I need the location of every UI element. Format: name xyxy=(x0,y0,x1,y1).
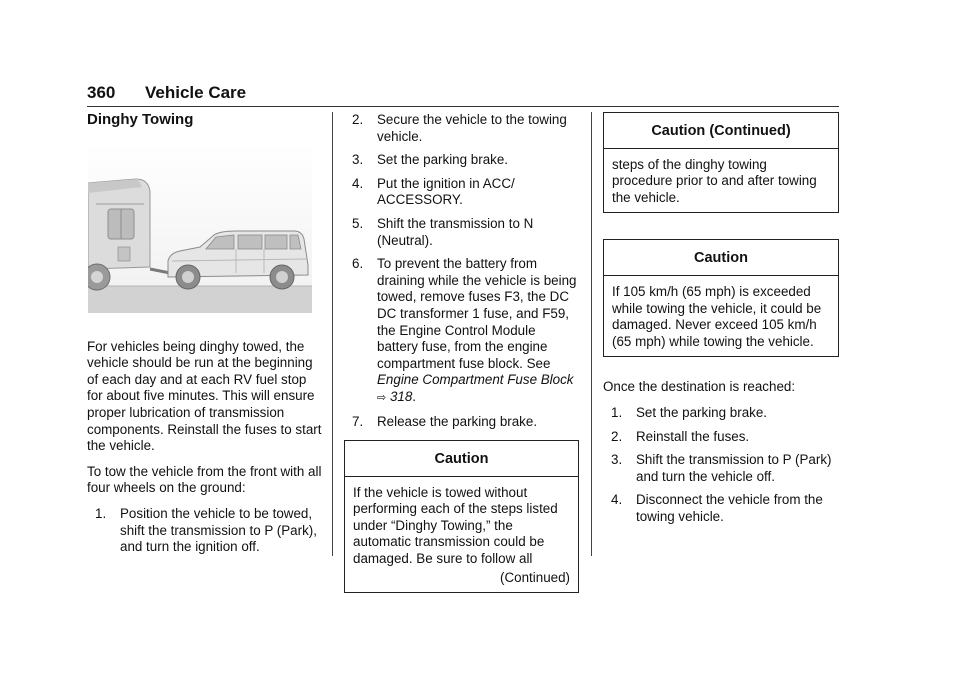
step-text: Secure the vehicle to the towing vehicle. xyxy=(377,112,567,144)
step-text: Disconnect the vehicle from the towing vehicle. xyxy=(636,492,823,524)
caution-continued-box xyxy=(603,112,839,213)
step-number: 6. xyxy=(352,256,364,272)
column-left xyxy=(87,112,322,563)
step-text: Set the parking brake. xyxy=(377,152,509,168)
steps-list-arrival xyxy=(603,405,840,526)
caution-box xyxy=(344,440,579,593)
step-text: Shift the transmission to N (Neutral). xyxy=(377,215,534,248)
list-item xyxy=(603,452,840,485)
caution-title: Caution xyxy=(345,441,578,477)
list-item xyxy=(344,414,580,431)
list-item xyxy=(603,405,840,422)
list-item xyxy=(603,429,840,446)
step-number: 7. xyxy=(352,413,364,429)
section-title: Vehicle Care xyxy=(145,83,247,102)
column-middle xyxy=(344,112,580,605)
paragraph-run-engine: For vehicles being dinghy towed, the vehicle should be run at the beginning of each day and at each RV fuel stop for about five minutes. This will ensure proper lubrication of transmission components. Reinstall the fuses to start the vehicle. xyxy=(87,338,322,454)
step-text: Reinstall the fuses. xyxy=(636,428,750,444)
caution-continued-title: Caution (Continued) xyxy=(604,113,838,149)
page-header xyxy=(87,83,839,107)
step-number: 3. xyxy=(352,152,364,168)
step-text: Shift the transmission to P (Park) and turn the vehicle off. xyxy=(636,452,832,484)
dinghy-towing-illustration xyxy=(88,143,312,313)
paragraph-tow-front: To tow the vehicle from the front with all four wheels on the ground: xyxy=(87,463,322,496)
list-item xyxy=(344,152,580,169)
column-divider xyxy=(591,112,592,556)
steps-list-start xyxy=(87,506,322,556)
paragraph-destination: Once the destination is reached: xyxy=(603,379,796,395)
page-ref-number[interactable]: 318 xyxy=(389,388,413,404)
column-right xyxy=(603,112,840,533)
step-number: 1. xyxy=(95,505,107,521)
list-item xyxy=(87,506,322,556)
step-text: Position the vehicle to be towed, shift the transmission to P (Park), and turn the ignition off. xyxy=(120,505,317,555)
step-text: Set the parking brake. xyxy=(636,404,768,420)
fuse-block-link[interactable]: Engine Compartment Fuse Block xyxy=(377,372,574,388)
step-text-end: . xyxy=(412,388,417,404)
step-number: 2. xyxy=(611,428,623,444)
step-text: Release the parking brake. xyxy=(377,413,538,429)
step-number: 2. xyxy=(352,112,364,127)
step-number: 1. xyxy=(611,404,623,420)
step-number: 3. xyxy=(611,452,623,468)
list-item xyxy=(344,256,580,406)
caution-continued-text: steps of the dinghy towing procedure prior to and after towing the vehicle. xyxy=(612,156,817,205)
caution-text: If the vehicle is towed without performing each of the steps listed under “Dinghy Towing,” the automatic transmission could be damaged. Be sure to follow all xyxy=(353,484,558,567)
step-number: 5. xyxy=(352,215,364,231)
step-number: 4. xyxy=(352,175,364,191)
page-number: 360 xyxy=(87,83,116,102)
list-item xyxy=(344,216,580,249)
list-item xyxy=(603,492,840,525)
page-ref-icon: ⇨ xyxy=(377,391,387,404)
continued-label: (Continued) xyxy=(500,569,570,585)
steps-list-continued xyxy=(344,112,580,430)
step-text: To prevent the battery from draining while the vehicle is being towed, remove fuses F3, the DC DC transformer 1 fuse, and F59, the Engine Control Module battery fuse, from the engine compartment fuse block. See xyxy=(377,256,577,371)
column-divider xyxy=(332,112,333,556)
step-text: Put the ignition in ACC/ ACCESSORY. xyxy=(377,175,515,208)
list-item xyxy=(344,112,580,145)
caution-speed-box xyxy=(603,239,839,357)
heading-dinghy-towing: Dinghy Towing xyxy=(87,111,194,128)
caution-speed-text: If 105 km/h (65 mph) is exceeded while towing the vehicle, it could be damaged. Never exceed 105 km/h (65 mph) while towing the vehicle. xyxy=(612,283,822,349)
list-item xyxy=(344,176,580,209)
step-number: 4. xyxy=(611,492,623,508)
caution-speed-title: Caution xyxy=(604,240,838,276)
